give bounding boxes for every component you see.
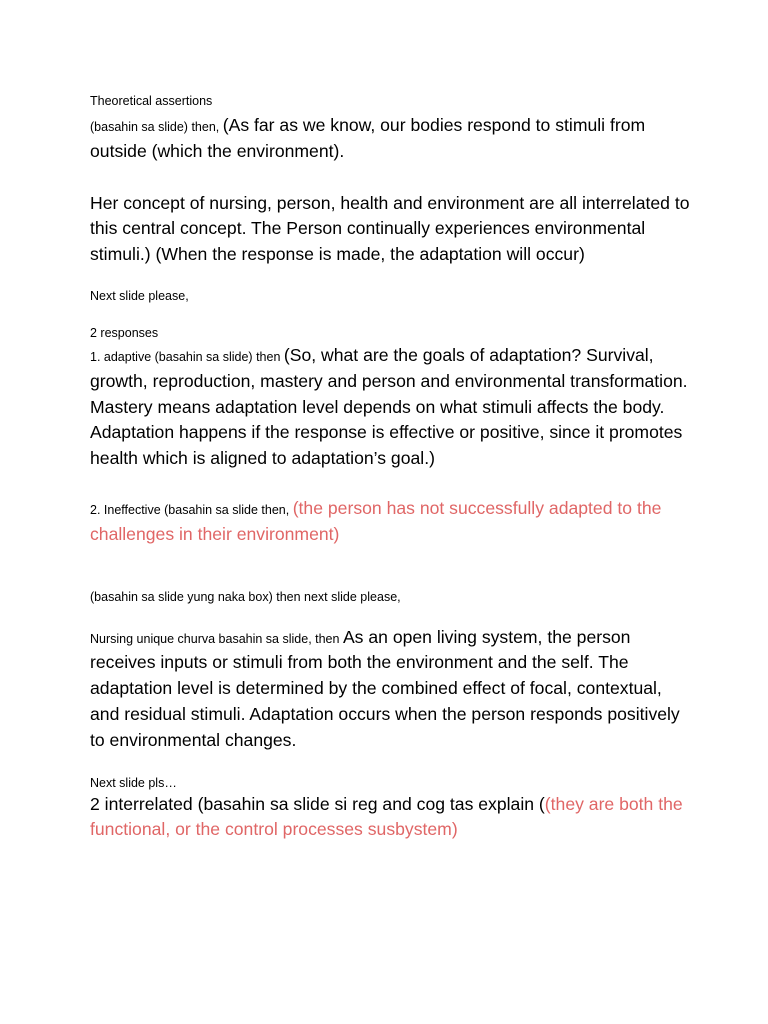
responses-heading: 2 responses bbox=[90, 325, 159, 340]
paragraph-assertion-main: (As far as we know, our bodies respond to stimuli from outside (which the environment). bbox=[90, 115, 646, 161]
response-item-ineffective bbox=[90, 496, 690, 548]
paragraph-interrelated-main: (they are both the functional, or the control processes susbystem) bbox=[90, 793, 683, 840]
response-item-adaptive bbox=[90, 343, 690, 472]
next-slide-note-1: Next slide please, bbox=[90, 288, 189, 303]
paragraph-nursing-main: As an open living system, the person receives inputs or stimuli from both the environment and the self. The adaptation level is determined by the combined effect of focal, contextual, and residual stimuli. Adaptation occurs when the person responds positively to environmental changes. bbox=[90, 626, 680, 750]
section-title: Theoretical assertions bbox=[90, 94, 213, 108]
response-item-adaptive-main: (So, what are the goals of adaptation? Survival, growth, reproduction, mastery and person and environmental transformation. Mastery means adaptation level depends on what stimuli affects the body. Adaptation happens if the response is effective or positive, since it promotes health which is aligned to adaptation’s goal.) bbox=[90, 344, 688, 469]
paragraph-assertion-prefix: (basahin sa slide) then, bbox=[90, 120, 223, 134]
paragraph-interrelated bbox=[90, 792, 690, 844]
response-item-ineffective-main: (the person has not successfully adapted to the challenges in their environment) bbox=[90, 497, 662, 544]
paragraph-nursing-prefix: Nursing unique churva basahin sa slide, then bbox=[90, 631, 343, 646]
next-slide-note-2: Next slide pls… bbox=[90, 775, 177, 790]
paragraph-interrelated-prefix: 2 interrelated (basahin sa slide si reg and cog tas explain ( bbox=[90, 793, 545, 814]
response-item-adaptive-prefix: 1. adaptive (basahin sa slide) then bbox=[90, 349, 284, 364]
response-item-ineffective-prefix: 2. Ineffective (basahin sa slide then, bbox=[90, 502, 293, 517]
box-note: (basahin sa slide yung naka box) then next slide please, bbox=[90, 589, 401, 604]
paragraph-concept: Her concept of nursing, person, health and environment are all interrelated to this central concept. The Person continually experiences environmental stimuli.) (When the response is made, the adaptation will occur) bbox=[90, 192, 690, 265]
paragraph-nursing bbox=[90, 625, 690, 754]
paragraph-assertion bbox=[90, 113, 690, 165]
